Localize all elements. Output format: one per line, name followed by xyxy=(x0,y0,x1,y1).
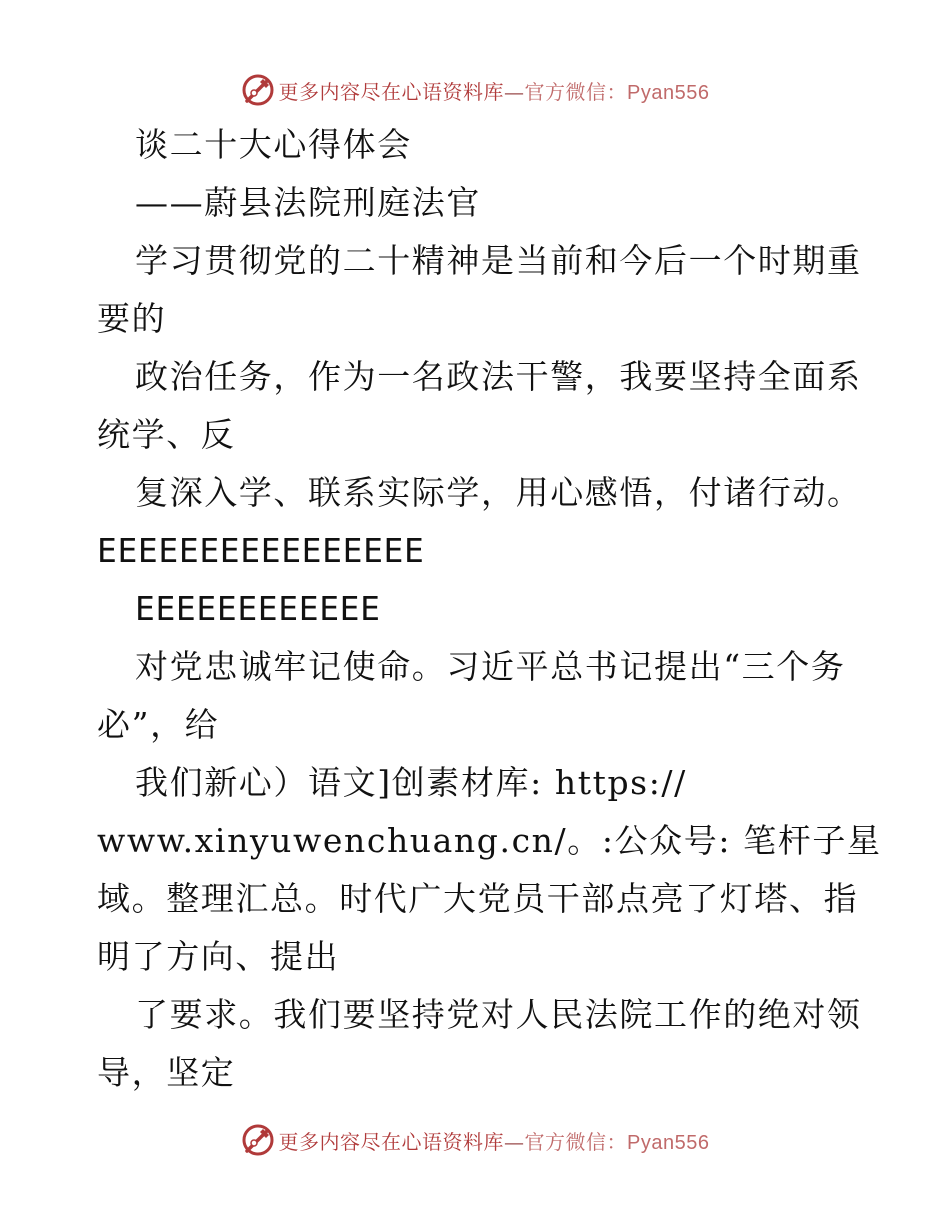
header-watermark-banner xyxy=(0,70,950,110)
paragraph-line: EEEEEEEEEEEE xyxy=(135,589,381,628)
banner-separator: — xyxy=(504,79,525,104)
paragraph-line: 复深入学、联系实际学，用心感悟，付诸行动。 xyxy=(135,473,862,512)
document-body xyxy=(97,116,882,1102)
pen-logo-icon xyxy=(241,1123,275,1157)
banner-title: 更多内容尽在心语资料库 xyxy=(278,1129,505,1154)
paragraph-line: 必”，给 xyxy=(97,705,220,744)
banner-wechat: 官方微信：Pyan556 xyxy=(524,81,710,104)
paragraph-line: 对党忠诚牢记使命。习近平总书记提出“三个务 xyxy=(135,647,846,686)
paragraph-line: www.xinyuwenchuang.cn/。:公众号: 笔杆子星 xyxy=(97,821,882,860)
pen-logo-icon xyxy=(241,73,275,107)
banner-text xyxy=(279,1126,710,1155)
document-title: 谈二十大心得体会 xyxy=(135,125,412,164)
paragraph-line: 要的 xyxy=(97,299,167,338)
paragraph-line: 了要求。我们要坚持党对人民法院工作的绝对领 xyxy=(135,995,862,1034)
banner-separator: — xyxy=(504,1129,525,1154)
paragraph-line: 学习贯彻党的二十精神是当前和今后一个时期重 xyxy=(135,241,862,280)
banner-title: 更多内容尽在心语资料库 xyxy=(278,79,505,104)
paragraph-line: 统学、反 xyxy=(97,415,236,454)
banner-wechat: 官方微信：Pyan556 xyxy=(524,1131,710,1154)
document-author: ——蔚县法院刑庭法官 xyxy=(135,183,481,222)
paragraph-line: 明了方向、提出 xyxy=(97,937,340,976)
paragraph-line: EEEEEEEEEEEEEEEE xyxy=(97,531,425,570)
paragraph-line: 政治任务，作为一名政法干警，我要坚持全面系 xyxy=(135,357,862,396)
paragraph-line: 导，坚定 xyxy=(97,1053,236,1092)
footer-watermark-banner xyxy=(0,1120,950,1160)
paragraph-line: 域。整理汇总。时代广大党员干部点亮了灯塔、指 xyxy=(97,879,859,918)
paragraph-line: 我们新心）语文]创素材库: https:// xyxy=(135,763,687,802)
banner-text xyxy=(279,76,710,105)
